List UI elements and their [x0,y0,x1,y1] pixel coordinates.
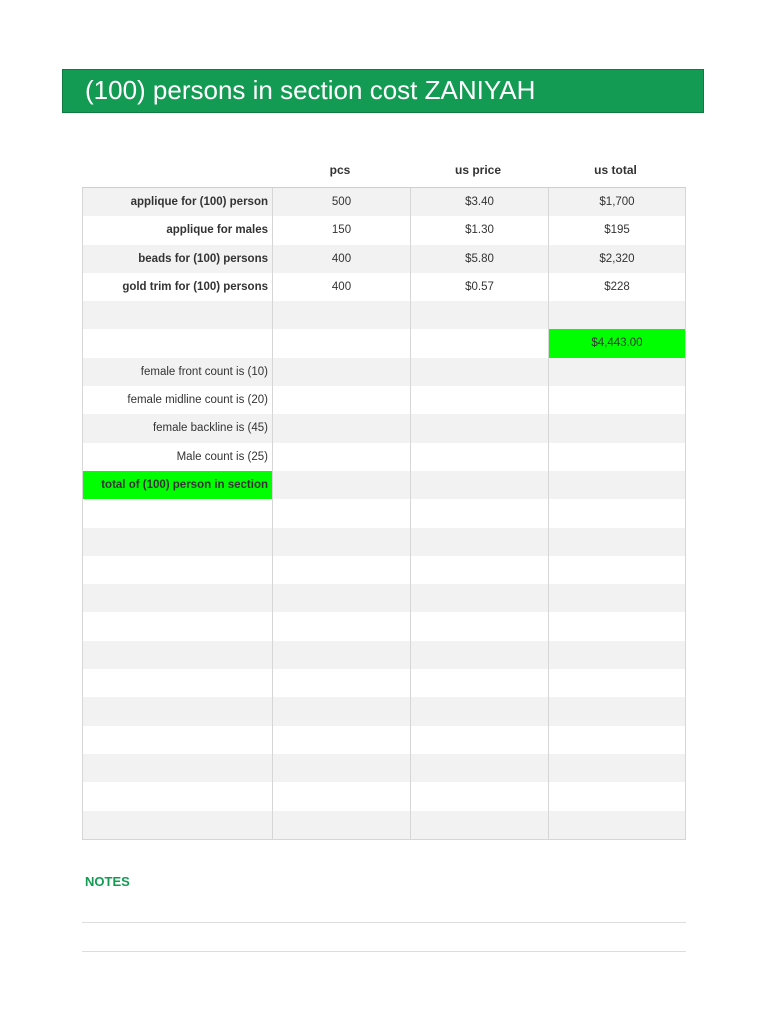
empty-cell[interactable] [83,556,272,584]
empty-cell[interactable] [410,329,548,357]
pcs-cell[interactable]: 400 [272,273,410,301]
empty-cell[interactable] [272,556,410,584]
table-row [83,811,685,839]
price-cell[interactable]: $1.30 [410,216,548,244]
empty-cell[interactable] [548,754,685,782]
empty-cell[interactable] [548,726,685,754]
row-label[interactable]: beads for (100) persons [138,252,268,265]
table-row [83,386,685,414]
empty-cell[interactable] [410,669,548,697]
pcs-cell[interactable]: 500 [272,188,410,216]
empty-cell[interactable] [272,669,410,697]
empty-cell[interactable] [83,641,272,669]
empty-cell[interactable] [272,584,410,612]
empty-cell[interactable] [410,528,548,556]
empty-cell[interactable] [548,471,685,499]
price-cell[interactable]: $5.80 [410,245,548,273]
empty-cell[interactable] [272,471,410,499]
empty-cell[interactable] [272,726,410,754]
row-label[interactable]: gold trim for (100) persons [122,280,268,293]
title-bar [62,69,704,113]
empty-cell[interactable] [272,612,410,640]
table-row [83,556,685,584]
table-row [83,273,685,301]
empty-cell[interactable] [410,782,548,810]
empty-cell[interactable] [272,782,410,810]
empty-cell[interactable] [83,528,272,556]
column-header-pcs: pcs [329,163,351,177]
empty-cell[interactable] [410,811,548,839]
empty-cell[interactable] [548,641,685,669]
table-row [83,358,685,386]
empty-cell[interactable] [410,386,548,414]
total-cell[interactable]: $228 [548,273,685,301]
column-header-us-price: us price [454,163,502,177]
empty-cell[interactable] [410,301,548,329]
total-cell[interactable]: $2,320 [548,245,685,273]
table-row [83,443,685,471]
empty-cell[interactable] [83,697,272,725]
count-label[interactable]: female midline count is (20) [127,394,268,407]
empty-cell[interactable] [410,471,548,499]
empty-cell[interactable] [83,811,272,839]
empty-cell[interactable] [548,811,685,839]
empty-cell[interactable] [272,329,410,357]
empty-cell[interactable] [410,754,548,782]
table-row [83,754,685,782]
empty-cell[interactable] [410,584,548,612]
empty-cell[interactable] [272,358,410,386]
empty-cell[interactable] [410,499,548,527]
count-label[interactable]: female front count is (10) [140,365,268,378]
table-row [83,414,685,442]
price-cell[interactable]: $3.40 [410,188,548,216]
empty-cell[interactable] [548,556,685,584]
empty-cell[interactable] [272,499,410,527]
table-row [83,188,685,216]
empty-cell[interactable] [272,443,410,471]
column-header-us-total: us total [594,163,637,177]
empty-cell[interactable] [410,612,548,640]
count-label[interactable]: female backline is (45) [152,422,268,435]
empty-cell[interactable] [548,414,685,442]
table-header [82,158,686,182]
table-row [83,216,685,244]
table-row [83,669,685,697]
price-cell[interactable]: $0.57 [410,273,548,301]
empty-cell[interactable] [410,556,548,584]
section-total-label[interactable]: total of (100) person in section [83,471,272,499]
empty-cell[interactable] [548,528,685,556]
table-row [83,528,685,556]
empty-cell[interactable] [83,301,272,329]
empty-cell[interactable] [83,584,272,612]
table-row [83,301,685,329]
empty-cell[interactable] [548,612,685,640]
table-row [83,471,685,499]
table-row [83,245,685,273]
empty-cell[interactable] [548,358,685,386]
empty-cell[interactable] [548,697,685,725]
empty-cell[interactable] [410,414,548,442]
empty-cell[interactable] [83,726,272,754]
total-cell[interactable]: $1,700 [548,188,685,216]
empty-cell[interactable] [272,301,410,329]
grand-total-cell[interactable]: $4,443.00 [548,329,685,357]
total-cell[interactable]: $195 [548,216,685,244]
empty-cell[interactable] [272,754,410,782]
empty-cell[interactable] [410,726,548,754]
notes-line[interactable] [82,922,686,923]
table-row [83,612,685,640]
table-row [83,329,685,357]
empty-cell[interactable] [410,443,548,471]
pcs-cell[interactable]: 400 [272,245,410,273]
empty-cell[interactable] [83,329,272,357]
table-row [83,726,685,754]
empty-cell[interactable] [548,301,685,329]
empty-cell[interactable] [548,669,685,697]
table-row [83,641,685,669]
empty-cell[interactable] [548,782,685,810]
empty-cell[interactable] [272,414,410,442]
row-label[interactable]: applique for (100) person [130,196,268,208]
page-title: (100) persons in section cost ZANIYAH [85,75,536,105]
empty-cell[interactable] [548,499,685,527]
pcs-cell[interactable]: 150 [272,216,410,244]
table-row [83,697,685,725]
empty-cell[interactable] [548,386,685,414]
count-label[interactable]: Male count is (25) [176,450,268,463]
empty-cell[interactable] [272,641,410,669]
empty-cell[interactable] [548,584,685,612]
empty-cell[interactable] [548,443,685,471]
cost-table [82,187,686,840]
empty-cell[interactable] [83,754,272,782]
notes-line[interactable] [82,951,686,952]
empty-cell[interactable] [83,782,272,810]
table-row [83,782,685,810]
empty-cell[interactable] [83,612,272,640]
empty-cell[interactable] [83,669,272,697]
empty-cell[interactable] [272,528,410,556]
row-label[interactable]: applique for males [166,224,268,237]
table-row [83,499,685,527]
empty-cell[interactable] [83,499,272,527]
empty-cell[interactable] [272,697,410,725]
table-row [83,584,685,612]
empty-cell[interactable] [410,641,548,669]
notes-heading: NOTES [85,874,130,889]
empty-cell[interactable] [410,358,548,386]
empty-cell[interactable] [272,386,410,414]
empty-cell[interactable] [410,697,548,725]
empty-cell[interactable] [272,811,410,839]
